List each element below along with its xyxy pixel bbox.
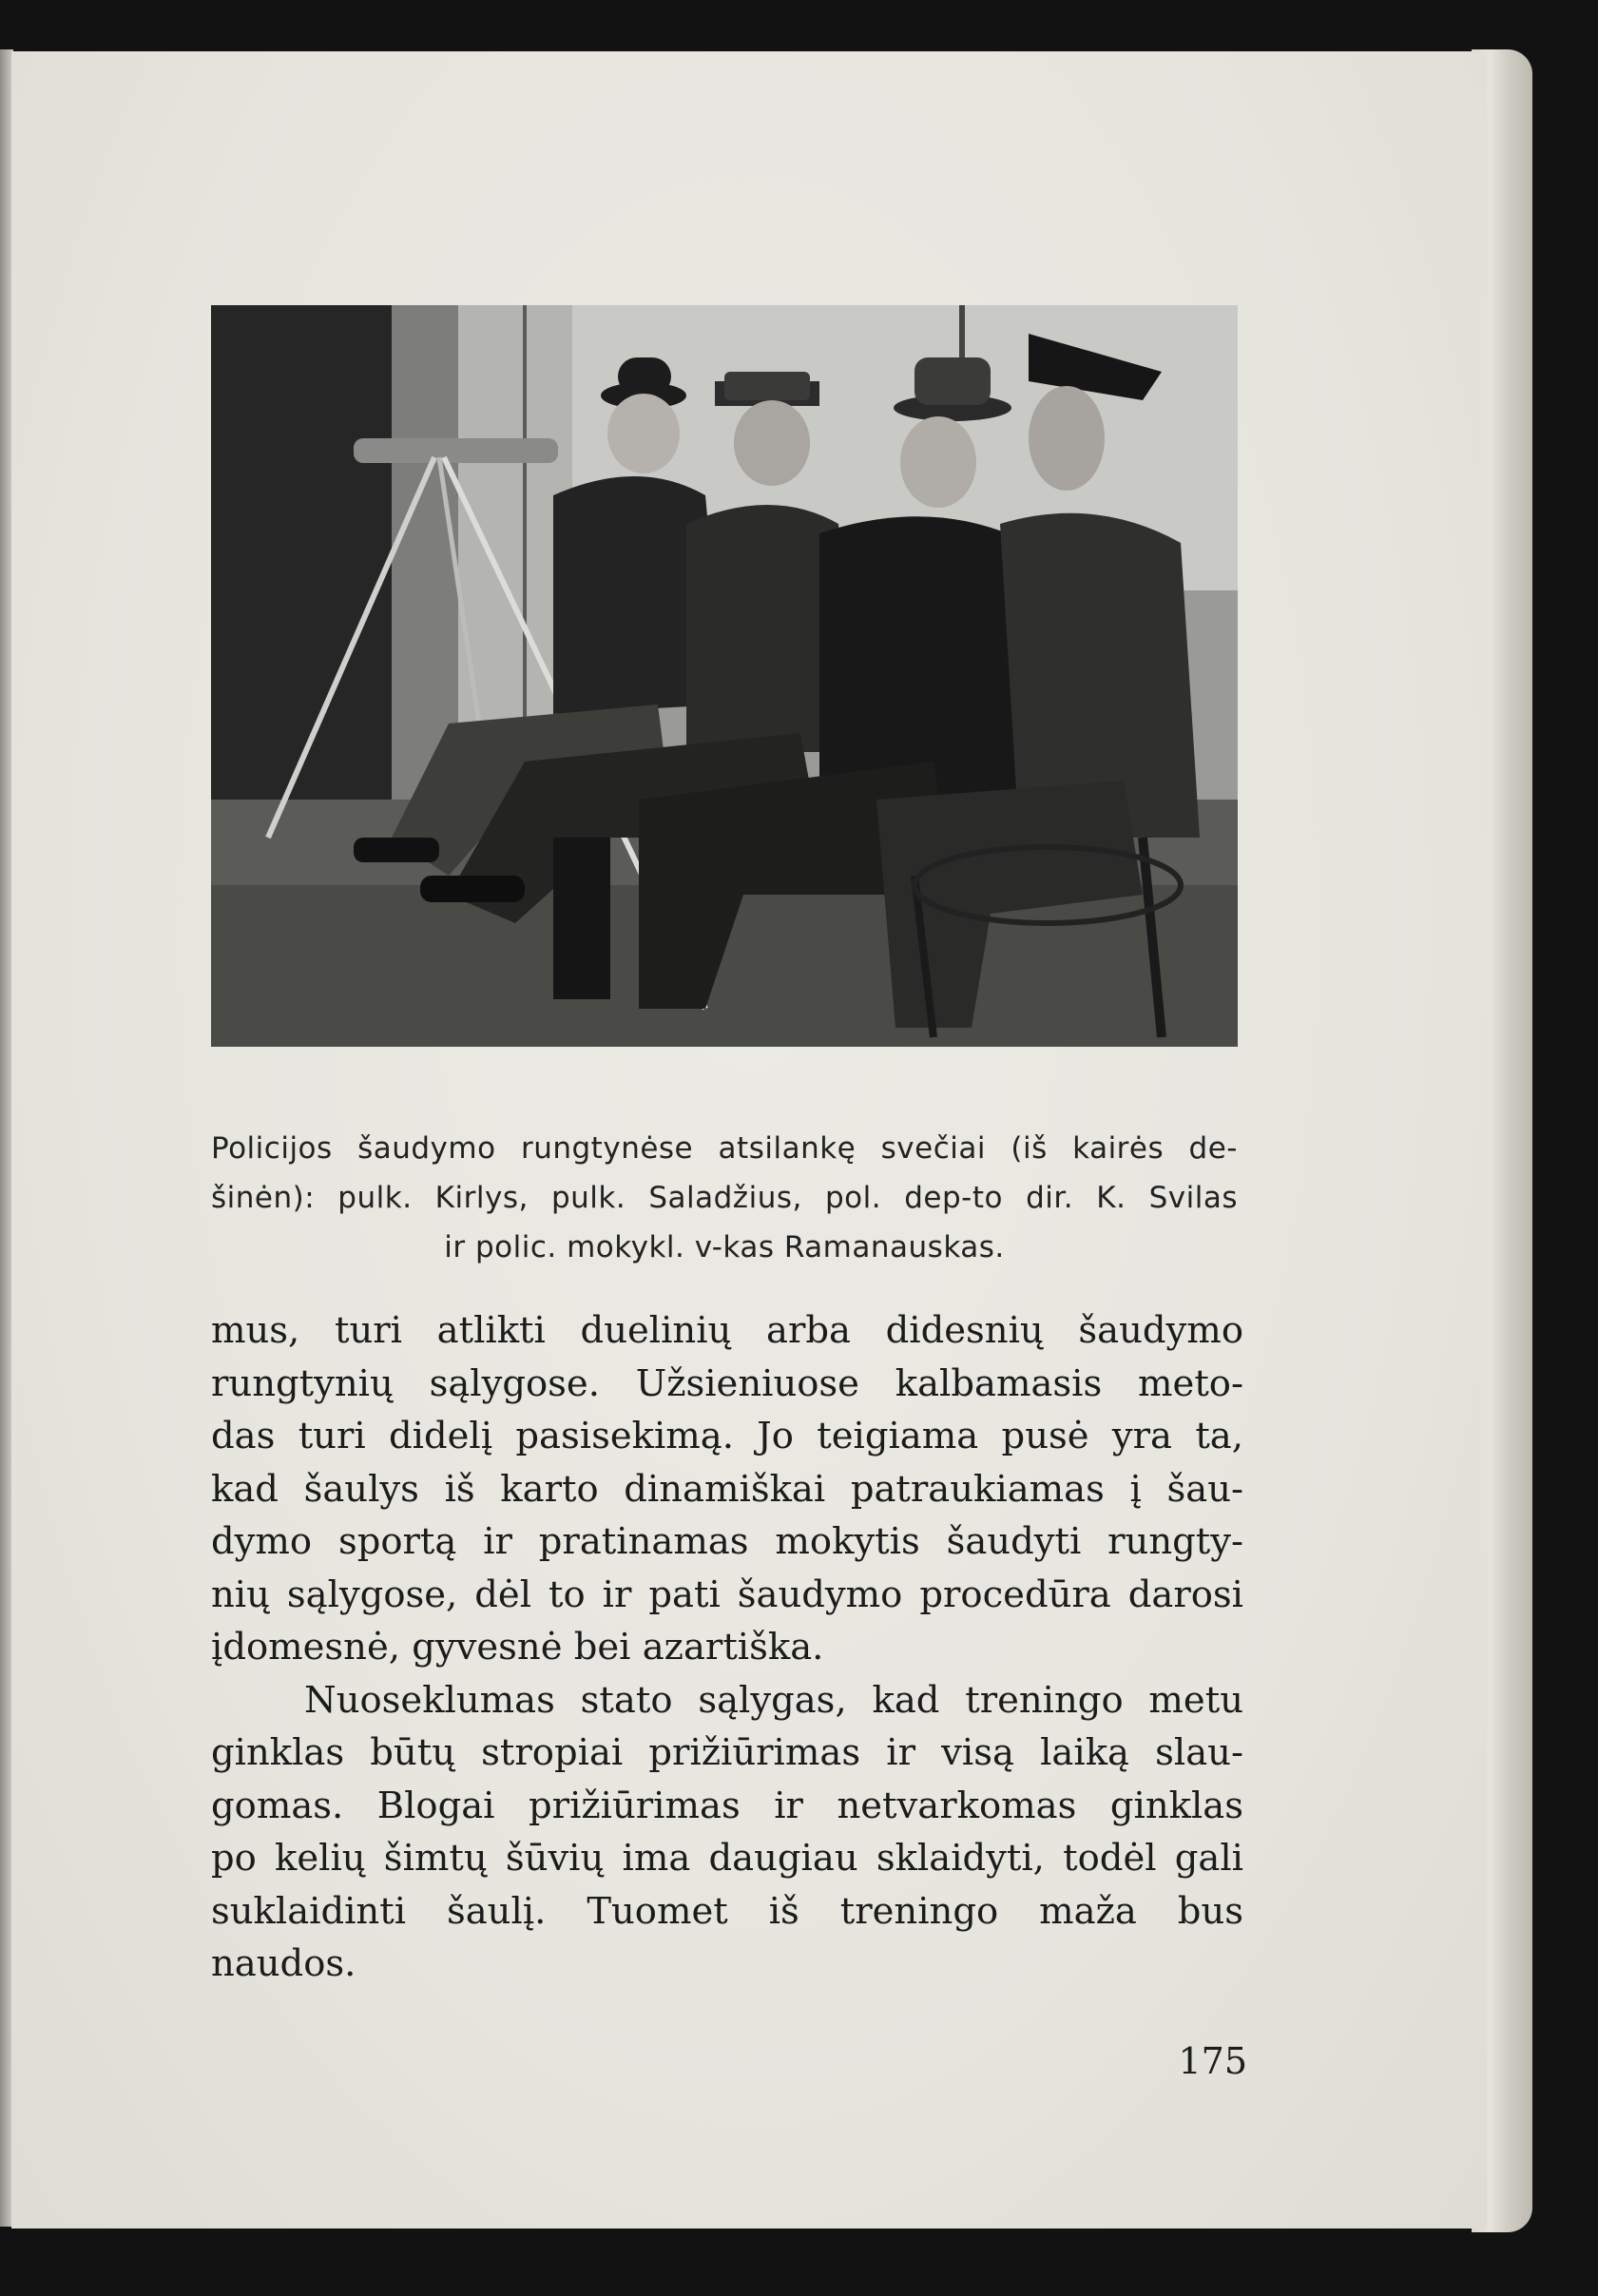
caption-line: Policijos šaudymo rungtynėse atsilankę svečiai (iš kairės de- <box>211 1131 1238 1166</box>
paragraph-2 <box>211 1674 1243 1991</box>
text-line: gomas. Blogai prižiūrimas ir netvarkomas ginklas <box>211 1784 1243 1827</box>
text-line: das turi didelį pasisekimą. Jo teigiama pusė yra ta, <box>211 1415 1243 1457</box>
text-line: dymo sportą ir pratinamas mokytis šaudyti rungty- <box>211 1520 1243 1563</box>
text-line: mus, turi atlikti duelinių arba didesnių šaudymo <box>211 1309 1243 1352</box>
caption-line: ir polic. mokykl. v-kas Ramanauskas. <box>444 1230 1005 1264</box>
text-line: po kelių šimtų šūvių ima daugiau sklaidyti, todėl gali <box>211 1837 1243 1880</box>
paragraph-1 <box>211 1304 1243 1674</box>
text-line: kad šaulys iš karto dinamiškai patraukiamas į šau- <box>211 1467 1243 1511</box>
text-line: nių sąlygose, dėl to ir pati šaudymo procedūra darosi <box>211 1572 1243 1616</box>
text-line: naudos. <box>211 1942 356 1985</box>
photo-caption <box>211 1124 1238 1272</box>
page-number: 175 <box>1178 2040 1247 2082</box>
body-text <box>211 1304 1243 1991</box>
book-page <box>11 51 1487 2228</box>
text-line: ginklas būtų stropiai prižiūrimas ir visą laiką slau- <box>211 1731 1243 1774</box>
text-line: suklaidinti šaulį. Tuomet iš treningo maža bus <box>211 1889 1243 1933</box>
text-line: įdomesnė, gyvesnė bei azartiška. <box>211 1626 824 1669</box>
text-line: rungtynių sąlygose. Užsieniuose kalbamasis meto- <box>211 1361 1243 1405</box>
historical-photograph <box>211 305 1238 1047</box>
text-line: Nuoseklumas stato sąlygas, kad treningo metu <box>304 1678 1243 1722</box>
caption-line: šinėn): pulk. Kirlys, pulk. Saladžius, pol. dep-to dir. K. Svilas <box>211 1181 1238 1215</box>
